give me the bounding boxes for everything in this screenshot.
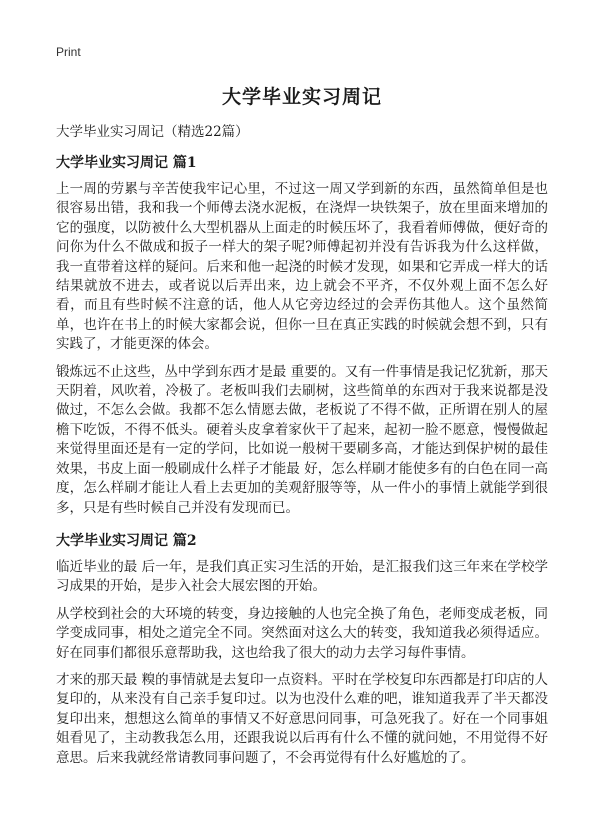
article-section-1 bbox=[56, 152, 548, 518]
paragraph: 上一周的劳累与辛苦使我牢记心里，不过这一周又学到新的东西，虽然简单但是也很容易出错，我和我一个师傅去浇水泥板，在浇焊一块铁架子，放在里面来增加的它的强度，以防被什么大型机器从上面走的时候压坏了，我看着师傅做，便好奇的问你为什么不做成和扳子一样大的架子呢?师傅起初并没有告诉我为什么这样做，我一直带着这样的疑问。后来和他一起浇的时候才发现，如果和它弄成一样大的话结果就放不进去，或者说以后弄出来，边上就会不平齐，不仅外观上面不怎么好看，而且有些时候不注意的话，他人从它旁边经过的会弄伤其他人。这个虽然简单，也许在书上的时候大家都会说，但你一旦在真正实践的时候就会想不到，只有实践了，才能更深的体会。 bbox=[56, 181, 548, 353]
paragraph: 才来的那天最 糗的事情就是去复印一点资料。平时在学校复印东西都是打印店的人复印的，从来没有自己亲手复印过。以为也没什么难的吧，谁知道我弄了半天都没复印出来，想想这么简单的事情又不好意思问同事，可急死我了。好在一个同事姐姐看见了，主动教我怎么用，还跟我说以后再有什么不懂的就问她，不用觉得不好意思。后来我就经常请教同事问题了，不会再觉得有什么好尴尬的了。 bbox=[56, 671, 548, 766]
paragraph: 从学校到社会的大环境的转变，身边接触的人也完全换了角色，老师变成老板，同学变成同事，相处之道完全不同。突然面对这么大的转变，我知道我必须得适应。好在同事们都很乐意帮助我，这也给我了很大的动力去学习每件事情。 bbox=[56, 605, 548, 661]
section-heading: 大学毕业实习周记 篇2 bbox=[56, 532, 197, 549]
paragraph: 锻炼远不止这些，丛中学到东西才是最 重要的。又有一件事情是我记忆犹新，那天天阴着，风吹着，冷极了。老板叫我们去刷树，这些简单的东西对于我来说都是没做过，不怎么会做。我都不怎么情愿去做，老板说了不得不做，正所谓在别人的屋檐下吃饭，不得不低头。硬着头皮拿着家伙干了起来，起初一脸不愿意，慢慢做起来觉得里面还是有一定的学问，比如说一般树干要刷多高，才能达到保护树的最佳效果，书皮上面一般刷成什么样子才能最 好，怎么样刷才能使多有的白色在同一高度，怎么样刷才能让人看上去更加的美观舒服等等，从一件小的事情上就能学到很多，只是有些时候自己并没有发现而已。 bbox=[56, 363, 548, 516]
section-heading: 大学毕业实习周记 篇1 bbox=[56, 155, 197, 171]
document-subtitle: 大学毕业实习周记（精选22篇） bbox=[56, 124, 249, 140]
article-section-2 bbox=[56, 530, 548, 768]
paragraph: 临近毕业的最 后一年，是我们真正实习生活的开始，是汇报我们这三年来在学校学习成果的开始，是步入社会大展宏图的开始。 bbox=[56, 558, 548, 595]
print-label[interactable]: Print bbox=[56, 45, 81, 59]
page-title: 大学毕业实习周记 bbox=[221, 86, 382, 108]
